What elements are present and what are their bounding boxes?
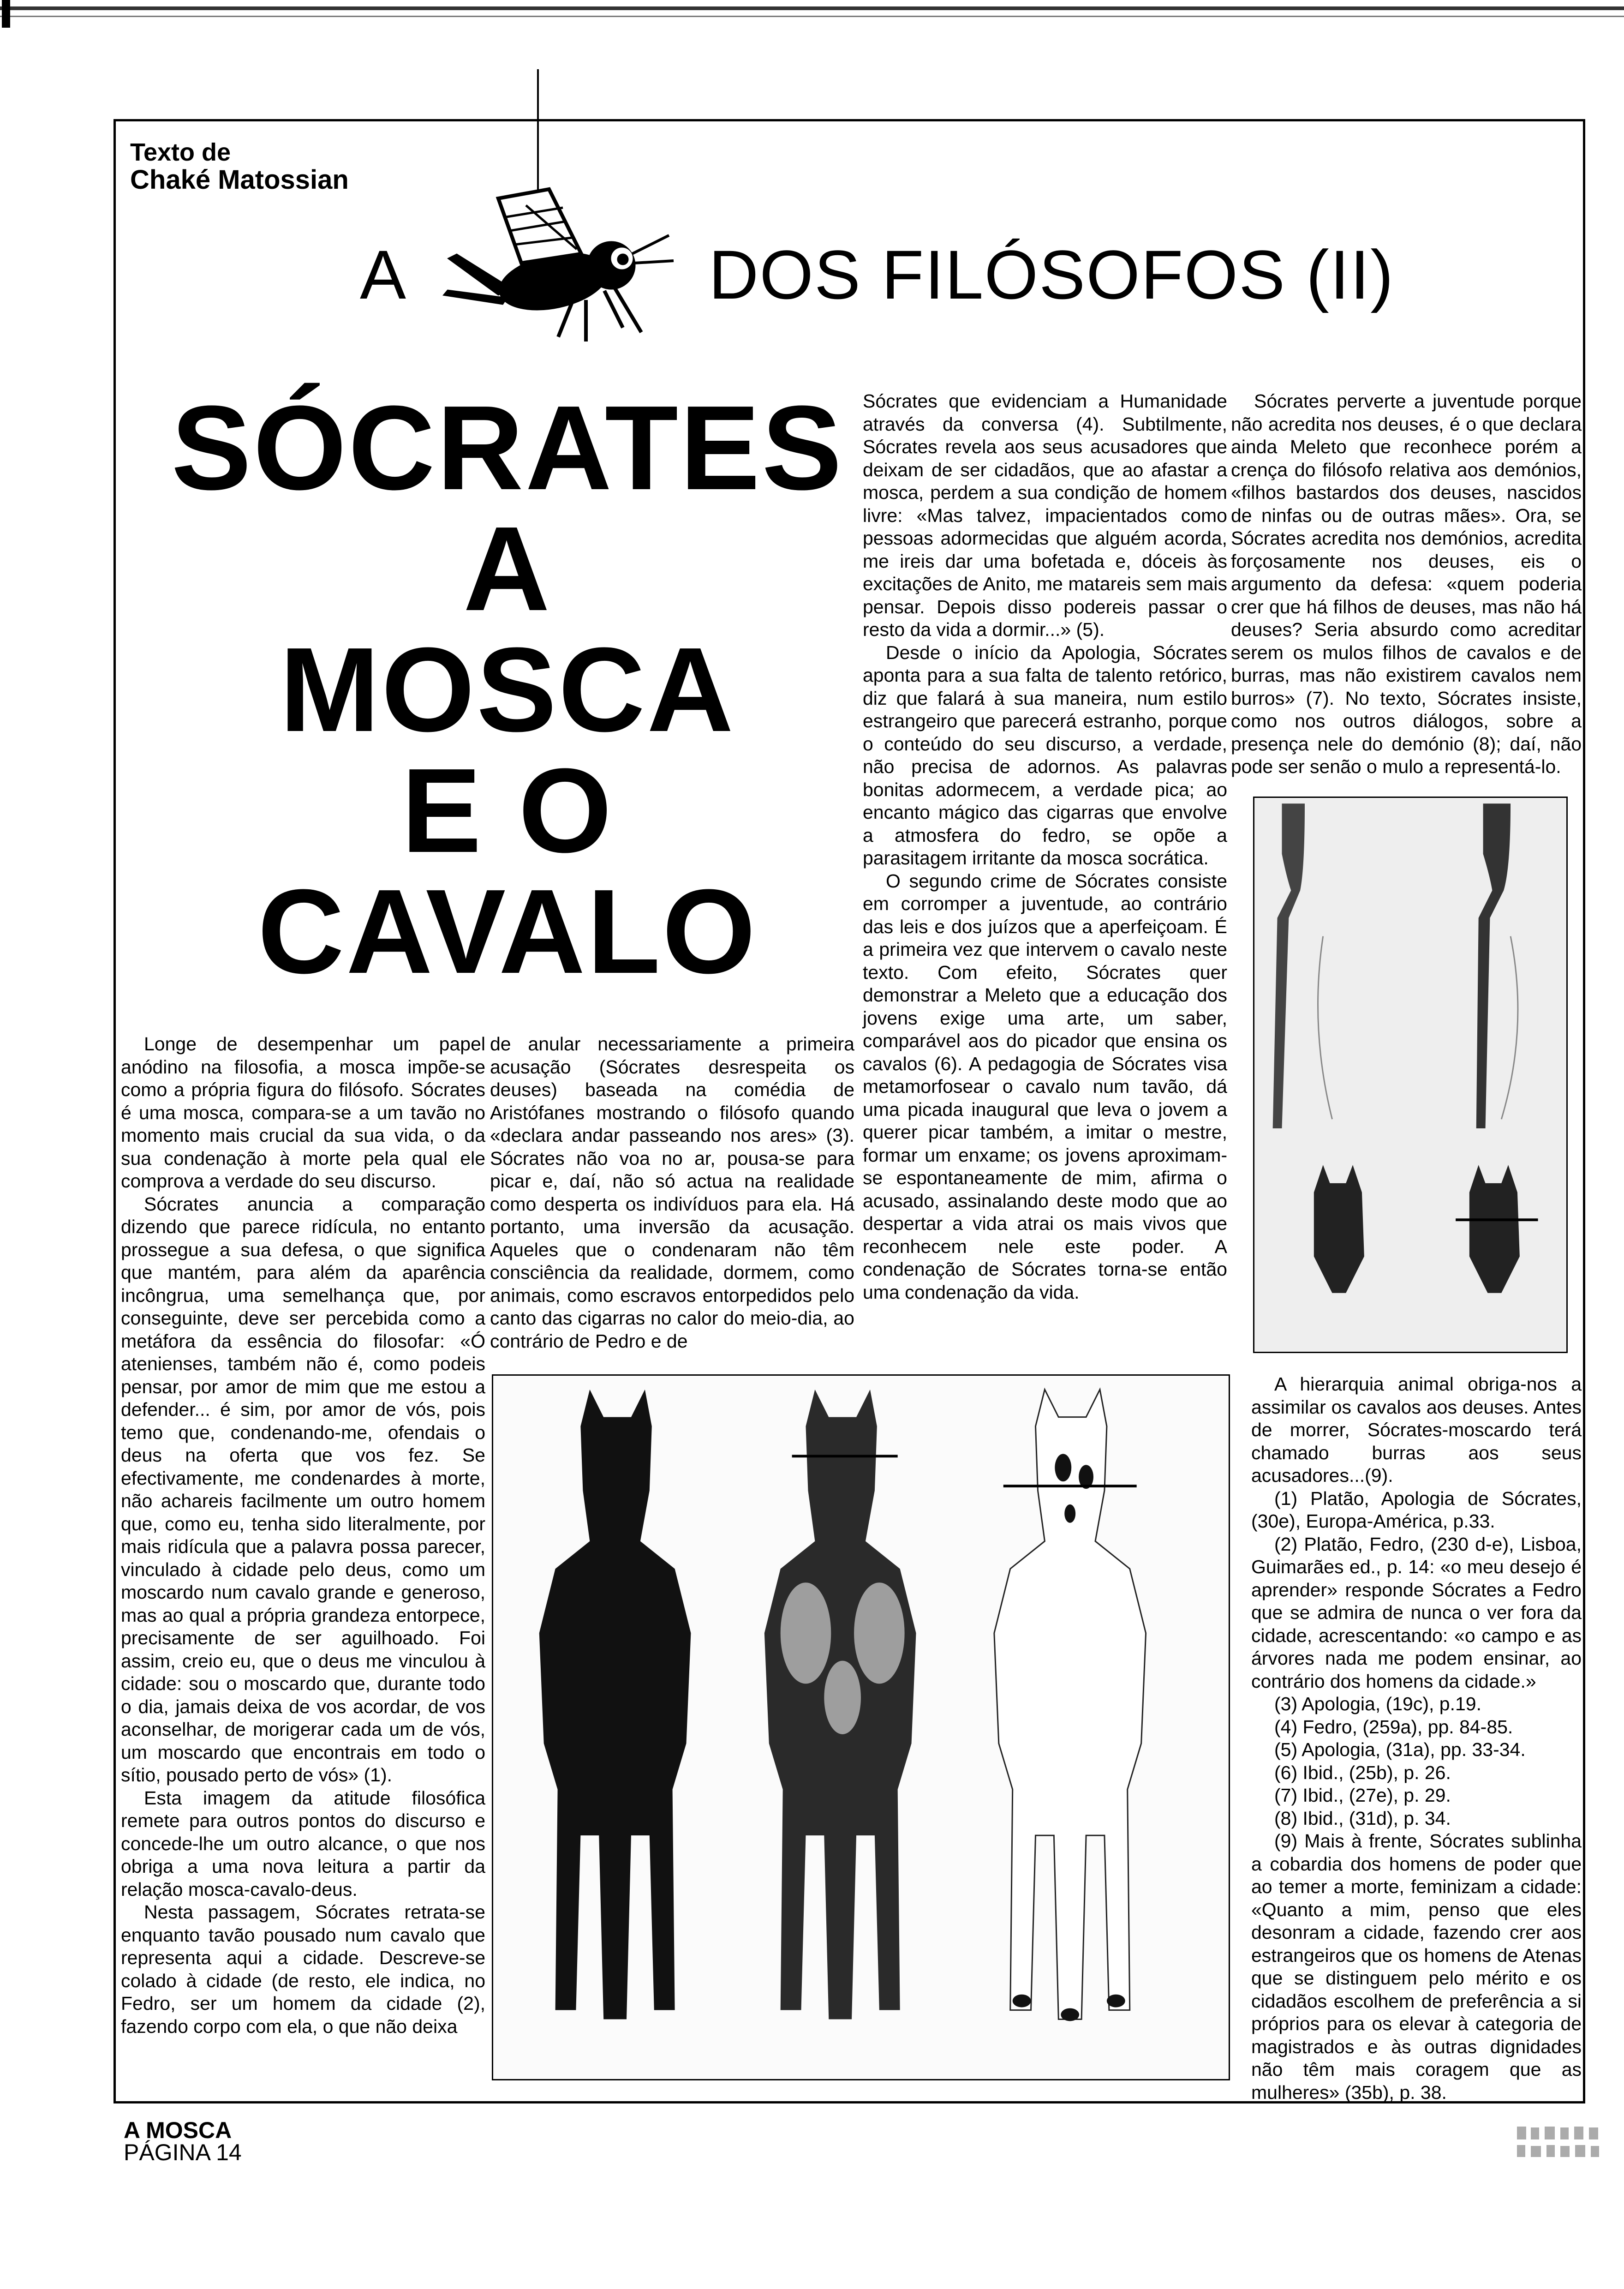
fly-icon bbox=[429, 180, 687, 355]
magazine-name: A MOSCA bbox=[124, 2117, 232, 2143]
kicker-article: A bbox=[360, 236, 407, 313]
author-credit bbox=[130, 138, 349, 194]
paragraph: de anular necessariamente a primeira acusação (Sócrates desrespeita os deuses) baseada na comédia de Aristófanes mostrando o filósofo quando «declara andar passeando nos ares» (3). Sócrates não voa no ar, pousa-se para picar e, daí, não só actua na realidade como desperta os indivíduos para ela. Há portanto, uma inversão da acusação. Aqueles que o condenaram não têm consciência da realidade, dormem, como animais, como escravos entorpedidos pelo canto das cigarras no calor do meio-dia, ao contrário de Pedro e de bbox=[490, 1033, 854, 1352]
paragraph: Nesta passagem, Sócrates retrata-se enquanto tavão pousado num cavalo que representa aqui a cidade. Descreve-se colado à cidade (de resto, ele indica, no Fedro, ser um homem da cidade (2), fazendo corpo com ela, o que não deixa bbox=[121, 1901, 485, 2037]
scan-corner-mark bbox=[2, 0, 10, 28]
footnote: (8) Ibid., (31d), p. 34. bbox=[1274, 1807, 1451, 1829]
scan-edge-line bbox=[0, 6, 1624, 10]
paragraph: Desde o início da Apologia, Sócrates aponta para a sua falta de talento retórico, diz que falará à sua maneira, num estilo estrangeiro que parecerá estranho, porque o conteúdo do seu discurso, a verdade, não precisa de adornos. As palavras bonitas adormecem, a verdade pica; ao encanto mágico das cigarras que envolve a atmosfera do fedro, se opõe a parasitagem irritante da mosca socrática. bbox=[863, 641, 1227, 869]
footnote: (3) Apologia, (19c), p.19. bbox=[1274, 1693, 1481, 1714]
paragraph: Esta imagem da atitude filosófica remete para outros pontos do discurso e concede-lhe um outro alcance, o que nos obriga a uma nova leitura a partir da relação mosca-cavalo-deus. bbox=[121, 1787, 485, 1900]
page-footer bbox=[124, 2119, 242, 2163]
footnote: (6) Ibid., (25b), p. 26. bbox=[1274, 1762, 1451, 1783]
paragraph: O segundo crime de Sócrates consiste em corromper a juventude, ao contrário das leis e dos juízos que a aperfeiçoam. É a primeira vez que intervem o cavalo neste texto. Com efeito, Sócrates quer demonstrar a Meleto que a educação dos jovens exige uma arte, um saber, comparável aos do picador que ensina os cavalos (6). A pedagogia de Sócrates visa metamorfosear o cavalo num tavão, dá uma picada inaugural que leva o jovem a querer picar também, a imitar o mestre, formar um enxame; os jovens aproximam-se espontaneamente de mim, afirma o acusado, assinalando deste modo que ao despertar a vida atrai os mais vivos que reconhecem nele este poder. A condenação de Sócrates torna-se então uma condenação da vida. bbox=[863, 870, 1227, 1303]
article-column-5-footnotes bbox=[1251, 1373, 1582, 2104]
article-column-2 bbox=[490, 1033, 854, 1353]
headline-line: SÓCRATES bbox=[171, 381, 844, 515]
footnote: (1) Platão, Apologia de Sócrates, (30e), Europa-América, p.33. bbox=[1251, 1487, 1582, 1532]
page-number: PÁGINA 14 bbox=[124, 2139, 242, 2165]
scan-smudge-mark bbox=[1512, 2122, 1615, 2163]
headline-line: CAVALO bbox=[257, 865, 758, 999]
paragraph: A hierarquia animal obriga-nos a assimilar os cavalos aos deuses. Antes de morrer, Sócrates-moscardo terá chamado burras aos seus acusadores...(9). bbox=[1251, 1373, 1582, 1486]
kicker-title: DOS FILÓSOFOS (II) bbox=[709, 236, 1395, 313]
headline-line: MOSCA bbox=[280, 623, 735, 757]
article-column-4 bbox=[1231, 390, 1582, 779]
headline-line: E O bbox=[401, 744, 614, 878]
author-by-label: Texto de bbox=[130, 138, 231, 166]
three-horses-photo bbox=[492, 1374, 1230, 2080]
footnote: (4) Fedro, (259a), pp. 84-85. bbox=[1274, 1716, 1513, 1738]
paragraph: Sócrates que evidenciam a Humanidade através da conversa (4). Subtilmente, Sócrates revela aos seus acusadores que deixam de ser cidadãos, que ao afastar a mosca, perdem a sua condição de homem livre: «Mas talvez, impacientados como pessoas adormecidas que alguém acorda, me ireis dar uma bofetada e, dóceis às excitações de Anito, me matareis sem mais pensar. Depois disso podereis passar o resto da vida a dormir...» (5). bbox=[863, 390, 1227, 640]
footnote: (5) Apologia, (31a), pp. 33-34. bbox=[1274, 1739, 1526, 1760]
author-name: Chaké Matossian bbox=[130, 165, 349, 195]
paragraph: Sócrates perverte a juventude porque não acredita nos deuses, é o que declara ainda Meleto que reconhece porém a crença do filósofo relativa aos demónios, «filhos bastardos dos deuses, nascidos de ninfas ou de outras mães». Ora, se Sócrates acredita nos demónios, acredita forçosamente nos deuses, eis o argumento da defesa: «quem poderia crer que há filhos de deuses, mas não há deuses? Seria absurdo como acreditar serem os mulos filhos de cavalos e de burras, mas não existirem cavalos nem burros» (7). No texto, Sócrates insiste, como nos outros diálogos, sobre a presença nele do demónio (8); daí, não pode ser senão o mulo a representá-lo. bbox=[1231, 390, 1582, 777]
headline bbox=[138, 381, 877, 999]
footnote: (7) Ibid., (27e), p. 29. bbox=[1274, 1785, 1451, 1806]
headline-line: A bbox=[463, 502, 552, 636]
paragraph: Sócrates anuncia a comparação dizendo que parece ridícula, no entanto prossegue a sua defesa, o que significa que mantém, para além da aparência incôngrua, uma semelhança que, por conseguinte, deve ser percebida como a metáfora da essência do filosofar: «Ó atenienses, também não é, como podeis pensar, por amor de mim que me estou a defender... é sim, por amor de vós, pois temo que, condenando-me, ofendais o deus na oferta que vos fez. Se efectivamente, me condenardes à morte, não achareis facilmente um outro homem que, como eu, tenha sido literalmente, por mais ridícula que a palavra possa parecer, vinculado à cidade pelo deus, como um moscardo num cavalo grande e generoso, mas ao qual a própria grandeza entorpece, precisamente de ser aguilhoado. Foi assim, creio eu, que o deus me vinculou à cidade: sou o moscardo que, durante todo o dia, jamais deixa de vos acordar, de vos aconselhar, de morigerar cada um de vós, um moscardo que encontrais em todo o sítio, pousado perto de vós» (1). bbox=[121, 1193, 485, 1786]
article-column-3 bbox=[863, 390, 1227, 1304]
article-column-1 bbox=[121, 1033, 485, 2038]
scan-edge-line-thin bbox=[0, 16, 1624, 17]
horse-heads-photo bbox=[1253, 797, 1568, 1353]
paragraph: Longe de desempenhar um papel anódino na filosofia, a mosca impõe-se como a própria figura do filósofo. Sócrates é uma mosca, compara-se a um tavão no momento mais crucial da sua vida, o da sua condenação à morte pela qual ele comprova a verdade do seu discurso. bbox=[121, 1033, 485, 1192]
footnote: (9) Mais à frente, Sócrates sublinha a cobardia dos homens de poder que ao temer a morte, feminizam a cidade: «Quanto a mim, penso que eles desonram a cidade, fazendo crer aos estrangeiros que os homens de Atenas que se distinguem pelo mérito e os cidadãos escolhem de preferência a si próprios para os elevar à categoria de magistrados e às outras dignidades não têm mais coragem que as mulheres» (35b), p. 38. bbox=[1251, 1830, 1582, 2103]
footnote: (2) Platão, Fedro, (230 d-e), Lisboa, Guimarães ed., p. 14: «o meu desejo é aprender» responde Sócrates a Fedro que se admira de nunca o ver fora da cidade, acrescentando: «o campo e as árvores nada me podem ensinar, ao contrário dos homens da cidade.» bbox=[1251, 1533, 1582, 1692]
